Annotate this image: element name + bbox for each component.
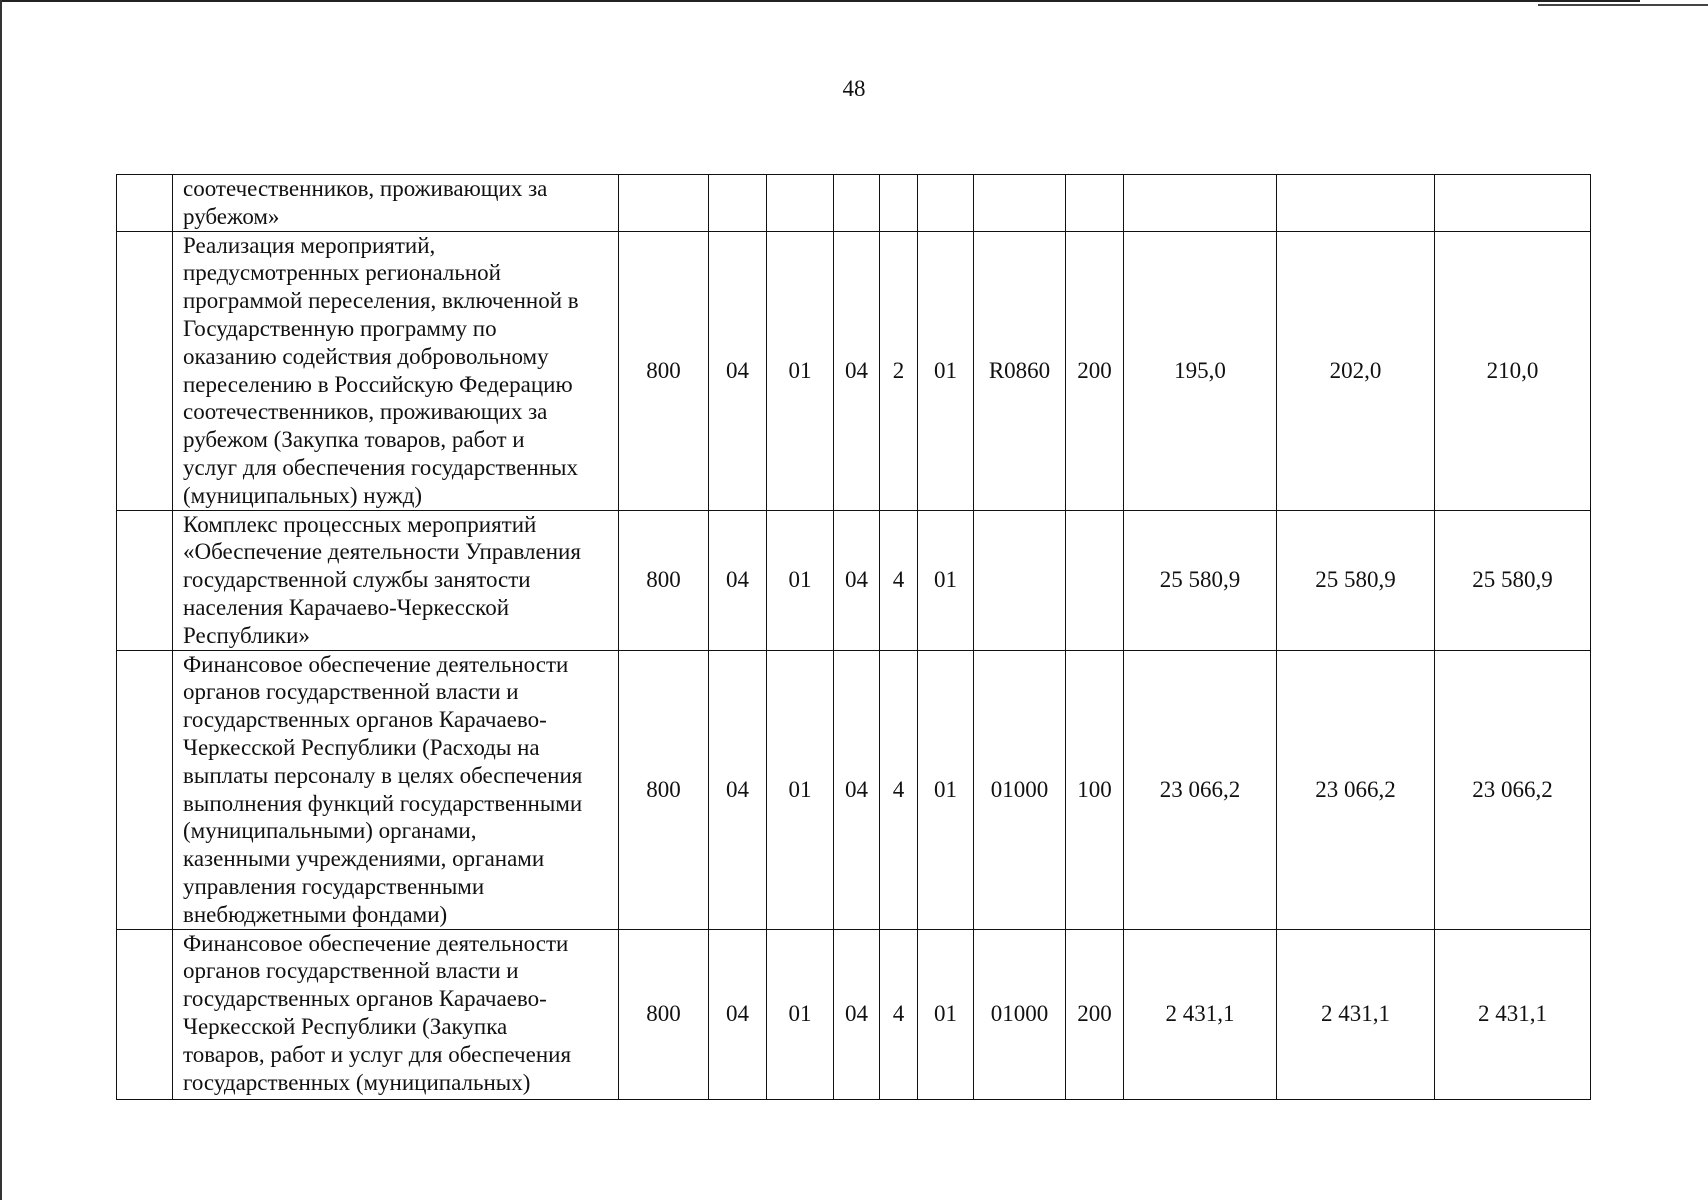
col-amount-year-2-cell	[1277, 175, 1435, 232]
page-number: 48	[842, 76, 866, 101]
col-amount-year-2-cell: 25 580,9	[1277, 510, 1435, 650]
table-row	[117, 175, 1591, 232]
col-amount-year-1-cell	[1124, 175, 1277, 232]
col-subsection-cell: 01	[767, 929, 834, 1099]
col-ministry-code-cell: 800	[619, 929, 709, 1099]
row-number-cell	[117, 929, 173, 1099]
col-amount-year-3-cell: 2 431,1	[1435, 929, 1591, 1099]
scan-edge-right-mark	[1538, 4, 1708, 6]
col-program-cell	[834, 175, 880, 232]
row-number-cell	[117, 510, 173, 650]
col-amount-year-3-cell: 23 066,2	[1435, 650, 1591, 929]
row-name-cell: Комплекс процессных мероприятий «Обеспечение деятельности Управления государственной службы занятости населения Карачаево-Черкесской Республики»	[173, 510, 619, 650]
col-direction-cell	[974, 510, 1066, 650]
col-amount-year-3-cell: 25 580,9	[1435, 510, 1591, 650]
table-row	[117, 929, 1591, 1099]
col-subprogram-cell: 01	[918, 510, 974, 650]
col-amount-year-2-cell: 202,0	[1277, 231, 1435, 510]
col-section-cell: 04	[709, 929, 767, 1099]
col-ministry-code-cell	[619, 175, 709, 232]
scan-edge-left	[0, 0, 2, 1200]
col-program-cell: 04	[834, 650, 880, 929]
col-subsection-cell: 01	[767, 231, 834, 510]
col-section-cell: 04	[709, 650, 767, 929]
table-row	[117, 231, 1591, 510]
col-expense-type-cell: 200	[1066, 231, 1124, 510]
col-program-cell: 04	[834, 929, 880, 1099]
row-name-cell: соотечественников, проживающих за рубежом»	[173, 175, 619, 232]
row-number-cell	[117, 231, 173, 510]
col-amount-year-1-cell: 2 431,1	[1124, 929, 1277, 1099]
col-subsection-cell: 01	[767, 650, 834, 929]
col-amount-year-1-cell: 23 066,2	[1124, 650, 1277, 929]
col-subprogram-type-cell	[880, 175, 918, 232]
col-section-cell: 04	[709, 510, 767, 650]
col-subprogram-cell: 01	[918, 231, 974, 510]
col-subprogram-cell	[918, 175, 974, 232]
col-expense-type-cell	[1066, 175, 1124, 232]
col-amount-year-3-cell	[1435, 175, 1591, 232]
col-expense-type-cell: 200	[1066, 929, 1124, 1099]
col-subprogram-type-cell: 4	[880, 929, 918, 1099]
col-amount-year-2-cell: 23 066,2	[1277, 650, 1435, 929]
col-amount-year-2-cell: 2 431,1	[1277, 929, 1435, 1099]
col-ministry-code-cell: 800	[619, 650, 709, 929]
table-row	[117, 510, 1591, 650]
col-direction-cell: 01000	[974, 929, 1066, 1099]
col-amount-year-1-cell: 25 580,9	[1124, 510, 1277, 650]
scan-edge-top	[0, 0, 1640, 2]
col-direction-cell: 01000	[974, 650, 1066, 929]
col-section-cell: 04	[709, 231, 767, 510]
col-direction-cell	[974, 175, 1066, 232]
table-row	[117, 650, 1591, 929]
col-program-cell: 04	[834, 231, 880, 510]
col-subprogram-type-cell: 4	[880, 650, 918, 929]
col-direction-cell: R0860	[974, 231, 1066, 510]
col-subsection-cell	[767, 175, 834, 232]
col-subprogram-cell: 01	[918, 650, 974, 929]
col-subprogram-type-cell: 4	[880, 510, 918, 650]
col-ministry-code-cell: 800	[619, 510, 709, 650]
budget-table-body	[117, 175, 1591, 1100]
row-name-cell: Финансовое обеспечение деятельности органов государственной власти и государственных органов Карачаево- Черкесской Республики (Расходы на выплаты персоналу в целях обеспечения выполнения функций государственными (муниципальными) органами, казенными учреждениями, органами управления государственными внебюджетными фондами)	[173, 650, 619, 929]
col-section-cell	[709, 175, 767, 232]
col-subprogram-cell: 01	[918, 929, 974, 1099]
col-program-cell: 04	[834, 510, 880, 650]
row-number-cell	[117, 650, 173, 929]
col-ministry-code-cell: 800	[619, 231, 709, 510]
col-expense-type-cell: 100	[1066, 650, 1124, 929]
col-expense-type-cell	[1066, 510, 1124, 650]
row-name-cell: Реализация мероприятий, предусмотренных региональной программой переселения, включенной в Государственную программу по оказанию содействия добровольному переселению в Российскую Федерацию соотечественников, проживающих за рубежом (Закупка товаров, работ и услуг для обеспечения государственных (муниципальных) нужд)	[173, 231, 619, 510]
row-number-cell	[117, 175, 173, 232]
col-subsection-cell: 01	[767, 510, 834, 650]
row-name-cell: Финансовое обеспечение деятельности органов государственной власти и государственных органов Карачаево- Черкесской Республики (Закупка товаров, работ и услуг для обеспечения государственных (муниципальных)	[173, 929, 619, 1099]
col-amount-year-3-cell: 210,0	[1435, 231, 1591, 510]
budget-table	[116, 174, 1591, 1100]
col-subprogram-type-cell: 2	[880, 231, 918, 510]
col-amount-year-1-cell: 195,0	[1124, 231, 1277, 510]
